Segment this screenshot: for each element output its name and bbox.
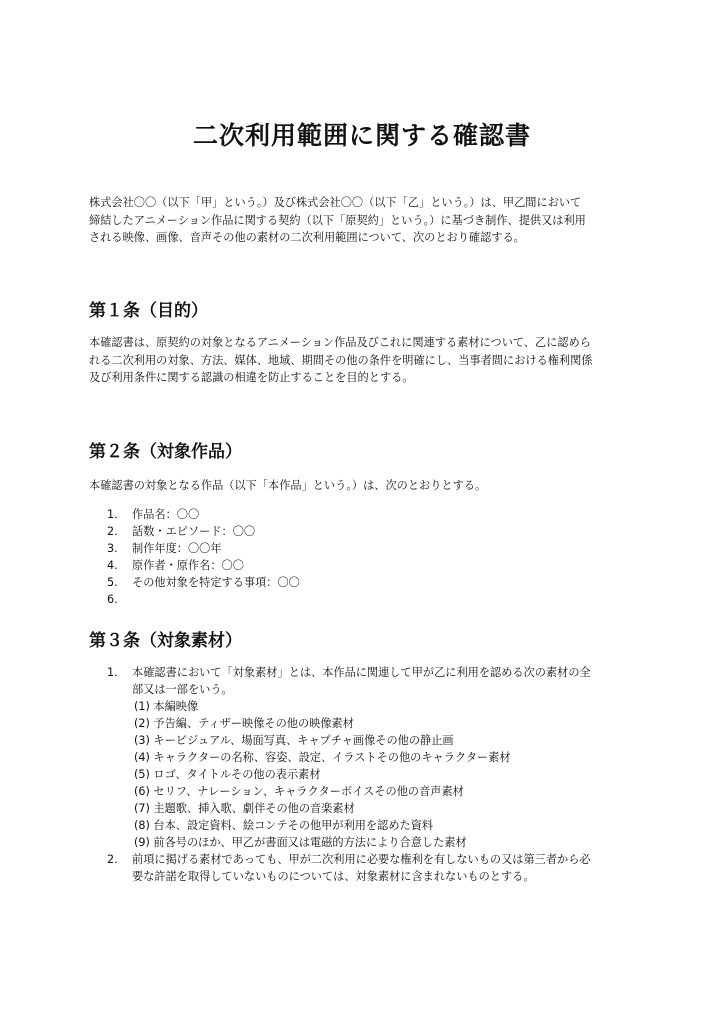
article-3-item-1-line: 本確認書において「対象素材」とは、本作品に関連して甲が乙に利用を認める次の素材の全 bbox=[132, 666, 591, 679]
material-subitem: (8) 台本、設定資料、絵コンテその他甲が利用を認めた資料 bbox=[134, 819, 434, 832]
article-3-item-2-line: 要な許諾を取得していないものについては、対象素材に含まれないものとする。 bbox=[132, 870, 535, 883]
list-item-number: 5. bbox=[107, 576, 118, 589]
list-item bbox=[89, 523, 669, 540]
article-2-intro bbox=[89, 477, 649, 495]
list-item-number: 1. bbox=[107, 666, 118, 679]
list-item-text: 作品名：〇〇 bbox=[132, 508, 200, 521]
article-3-item-2 bbox=[89, 851, 669, 885]
list-item bbox=[89, 557, 669, 574]
list-item-text: 話数・エピソード：〇〇 bbox=[132, 525, 256, 538]
material-subitem: (2) 予告編、ティザー映像その他の映像素材 bbox=[134, 717, 354, 730]
list-item-number: 2. bbox=[107, 853, 118, 866]
intro-line: される映像、画像、音声その他の素材の二次利用範囲について、次のとおり確認する。 bbox=[89, 231, 525, 244]
list-item bbox=[89, 574, 669, 591]
article-2-intro-line: 本確認書の対象となる作品（以下「本作品」という。）は、次のとおりとする。 bbox=[89, 479, 487, 492]
article-1-line: れる二次利用の対象、方法、媒体、地域、期間その他の条件を明確にし、当事者間における権利関係 bbox=[89, 353, 593, 367]
material-subitem: (7) 主題歌、挿入歌、劇伴その他の音楽素材 bbox=[134, 802, 355, 815]
material-subitem: (4) キャラクターの名称、容姿、設定、イラストその他のキャラクター素材 bbox=[134, 751, 511, 764]
article-1-body bbox=[89, 334, 649, 387]
list-item-text bbox=[132, 593, 136, 606]
article-3-heading: 第３条（対象素材） bbox=[89, 631, 242, 651]
list-item bbox=[89, 540, 669, 557]
material-subitem: (6) セリフ、ナレーション、キャラクターボイスその他の音声素材 bbox=[134, 785, 464, 798]
material-subitem: (5) ロゴ、タイトルその他の表示素材 bbox=[134, 768, 321, 781]
document-title: 二次利用範囲に関する確認書 bbox=[192, 121, 531, 150]
article-3-item-1-line: 部又は一部をいう。 bbox=[132, 683, 233, 696]
intro-line: 株式会社〇〇（以下「甲」という。）及び株式会社〇〇（以下「乙」という。）は、甲乙間において bbox=[89, 196, 582, 209]
article-3-item-2-line: 前項に掲げる素材であっても、甲が二次利用に必要な権利を有しないもの又は第三者から必 bbox=[132, 853, 591, 866]
article-2-list bbox=[89, 506, 669, 608]
list-item-number: 1. bbox=[107, 508, 118, 521]
article-3-item-1 bbox=[89, 664, 669, 851]
list-item-number: 4. bbox=[107, 559, 118, 572]
list-item bbox=[89, 506, 669, 523]
article-1-line: 本確認書は、原契約の対象となるアニメーション作品及びこれに関連する素材について、乙に認めら bbox=[89, 336, 591, 349]
intro-paragraph bbox=[89, 194, 649, 247]
material-sublist bbox=[132, 698, 669, 851]
material-subitem: (9) 前各号のほか、甲乙が書面又は電磁的方法により合意した素材 bbox=[134, 836, 467, 849]
material-subitem: (3) キービジュアル、場面写真、キャプチャ画像その他の静止画 bbox=[134, 734, 454, 747]
list-item-number: 2. bbox=[107, 525, 118, 538]
list-item-number: 6. bbox=[107, 593, 118, 606]
list-item-text: 制作年度：〇〇年 bbox=[132, 542, 222, 555]
article-2-heading: 第２条（対象作品） bbox=[89, 442, 242, 462]
article-1-line: 及び利用条件に関する認識の相違を防止することを目的とする。 bbox=[89, 371, 414, 384]
article-3-list bbox=[89, 664, 669, 885]
material-subitem: (1) 本編映像 bbox=[134, 700, 199, 713]
intro-line: 締結したアニメーション作品に関する契約（以下「原契約」という。）に基づき制作、提供又は利用 bbox=[89, 213, 586, 227]
list-item bbox=[89, 591, 669, 608]
list-item-number: 3. bbox=[107, 542, 118, 555]
list-item-text: 原作者・原作名：〇〇 bbox=[132, 559, 244, 572]
article-1-heading: 第１条（目的） bbox=[89, 301, 208, 321]
list-item-text: その他対象を特定する事項：〇〇 bbox=[132, 576, 300, 589]
